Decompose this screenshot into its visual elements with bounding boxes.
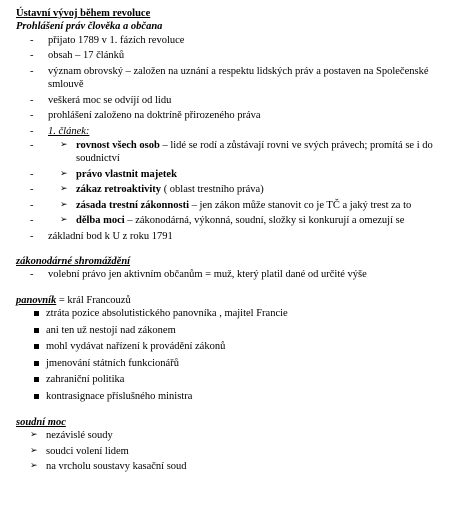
legislature-heading: zákonodárné shromáždění [16, 256, 131, 267]
arrowhead-bullet-icon: - ➢ [60, 214, 68, 225]
arrowhead-bullet-icon: ➢ [30, 444, 38, 455]
courts-list [16, 429, 460, 473]
article-point: - ➢ zásada trestní zákonnosti – jen zákon může stanovit co je TČ a jaký trest za to [16, 199, 460, 212]
ruler-list [16, 307, 460, 403]
arrowhead-bullet-icon: - ➢ [60, 183, 68, 194]
list-item: - volební právo jen aktivním občanům = muž, který platil dané od určité výše [16, 268, 460, 281]
declaration-heading: Prohlášení práv člověka a občana [16, 21, 163, 33]
list-item-article [16, 125, 460, 228]
list-item: ➢ nezávislé soudy [30, 429, 113, 442]
arrowhead-bullet-icon: - ➢ [60, 138, 68, 149]
square-bullet-icon [34, 344, 39, 349]
list-item: - základní bod k U z roku 1791 [16, 230, 460, 243]
list-item: - význam obrovský – založen na uznání a respektu lidských práv a postaven na Společenské smlouvě [16, 65, 460, 92]
square-bullet-icon [34, 311, 39, 316]
square-bullet-icon [34, 361, 39, 366]
square-bullet-icon [34, 394, 39, 399]
square-bullet-icon [34, 377, 39, 382]
list-item: - přijato 1789 v 1. fázích revoluce [16, 34, 460, 47]
list-item: - obsah – 17 článků [16, 49, 460, 62]
declaration-list [16, 34, 460, 243]
legislature-list [16, 268, 460, 281]
arrowhead-bullet-icon: ➢ [30, 429, 38, 440]
arrowhead-bullet-icon: - ➢ [60, 198, 68, 209]
list-item: ➢ soudci volení lidem [30, 444, 129, 457]
square-bullet-icon [34, 328, 39, 333]
article-point: - ➢ zákaz retroaktivity ( oblast trestního práva) [16, 183, 460, 196]
list-item: jmenování státních funkcionářů [16, 357, 460, 370]
article-point: - ➢ právo vlastnit majetek [16, 168, 460, 181]
article-point: - ➢ rovnost všech osob – lidé se rodí a zůstávají rovni ve svých právech; promítá se i do soudnictví [16, 139, 460, 166]
ruler-heading: panovník = král Francouzů [16, 294, 131, 306]
article-point: - ➢ dělba moci – zákonodárná, výkonná, soudní, složky si konkurují a omezují se [16, 214, 460, 227]
arrowhead-bullet-icon: - ➢ [60, 167, 68, 178]
list-item: mohl vydávat nařízení k provádění zákonů [16, 340, 460, 353]
list-item: - prohlášení založeno na doktríně přirozeného práva [16, 109, 460, 122]
document-title: Ústavní vývoj během revoluce [16, 8, 151, 19]
list-item: - veškerá moc se odvíjí od lidu [16, 94, 460, 107]
article-points [16, 139, 460, 228]
list-item: zahraniční politika [16, 373, 460, 386]
arrowhead-bullet-icon: ➢ [30, 460, 38, 471]
list-item: ➢ na vrcholu soustavy kasační soud [30, 460, 187, 473]
courts-heading: soudní moc [16, 416, 66, 428]
list-item: ztráta pozice absolutistického panovníka , majitel Francie [16, 307, 460, 320]
list-item: ani ten už nestojí nad zákonem [16, 324, 460, 337]
article-label: 1. článek: [48, 125, 90, 137]
list-item: kontrasignace příslušného ministra [16, 390, 460, 403]
